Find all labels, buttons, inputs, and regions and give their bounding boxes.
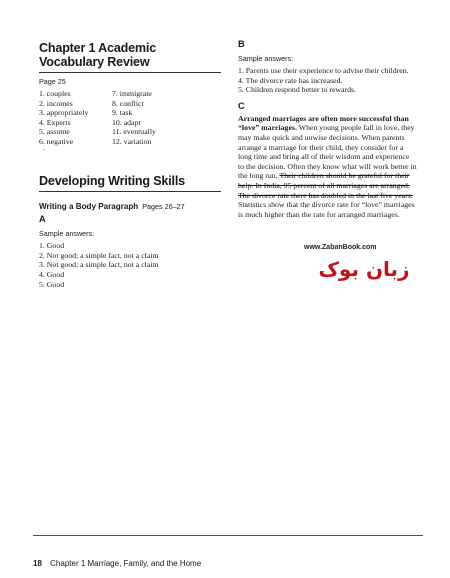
paragraph-text: When young people fall in love, they [296, 123, 415, 133]
struck-sentence: The divorce rate there has doubled in the last five years. [238, 190, 413, 200]
page-number: 18 [33, 559, 42, 568]
chapter-title-line-1: Chapter 1 Academic [39, 41, 157, 55]
vocab-column-1 [39, 89, 112, 156]
answer-item: 4. Good [39, 269, 65, 279]
struck-sentence: help. In India, 95 percent of all marriages are arranged. [238, 180, 410, 190]
topic-sentence-line-1: Arranged marriages are often more successful than [238, 113, 409, 123]
exercise-letter-c: C [238, 100, 245, 111]
sample-answers-label: Sample answers: [238, 54, 294, 63]
exercise-letter-b: B [238, 39, 245, 49]
section-rule [39, 191, 221, 192]
watermark [304, 244, 424, 284]
paragraph-line: Statistics show that the divorce rate for “love” marriages [238, 200, 415, 210]
subheading-pages: Pages 26–27 [142, 202, 185, 212]
chapter-title-line-2: Vocabulary Review [39, 55, 150, 69]
exercise-letter-a: A [39, 214, 46, 225]
answers-b [238, 66, 420, 95]
answer-item: 5. Good [39, 279, 65, 289]
right-column [238, 39, 420, 219]
vocab-item: 6. negative [39, 136, 74, 146]
vocab-item: 5. assume [39, 127, 70, 137]
footer [33, 559, 201, 568]
vocab-column-2 [112, 89, 212, 156]
paragraph-line: to the decision. Often they know what will work better in [238, 161, 417, 171]
vocab-item: 7. immigrate [112, 89, 152, 98]
struck-sentence: Their children should be grateful for their [279, 171, 410, 181]
vocab-item: 3. appropriately [39, 108, 89, 118]
watermark-url: www.ZabanBook.com [304, 244, 377, 251]
page-reference: Page 25 [39, 77, 66, 86]
vocab-item: 2. incomes [39, 98, 73, 108]
vocab-item: 10. adapt [112, 117, 141, 127]
answer-item: 1. Parents use their experience to advise their children. [238, 66, 409, 75]
vocabulary-answers [39, 89, 221, 156]
footer-rule [33, 535, 423, 536]
topic-sentence-line-2: “love” marriages. [238, 123, 297, 133]
vocab-item: 1. couples [39, 89, 71, 98]
vocab-item: 9. task [112, 108, 133, 118]
paragraph-text: the long run. [238, 171, 280, 181]
section-title: Developing Writing Skills [39, 174, 185, 189]
subheading-title: Writing a Body Paragraph [39, 202, 139, 212]
answer-item: 5. Children respond better to rewards. [238, 85, 357, 95]
footer-chapter: Chapter 1 Marriage, Family, and the Home [50, 559, 202, 568]
vocab-item: 11. eventually [112, 127, 156, 137]
watermark-logo-icon [304, 252, 424, 284]
stray-mark: ` [43, 146, 46, 156]
paragraph-line: may make quick and unwise decisions. When parents [238, 132, 405, 142]
heading-rule [39, 72, 221, 73]
answer-item: 4. The divorce rate has increased. [238, 75, 343, 85]
paragraph-line: arrange a marriage for their child, they consider for a [238, 142, 404, 152]
vocab-item: 8. conflict [112, 98, 144, 108]
body-paragraph [238, 114, 420, 220]
answer-item: 2. Not good; a simple fact, not a claim [39, 250, 159, 260]
watermark-logo-text: زبان بوک [318, 257, 410, 281]
answer-item: 3. Not good; a simple fact, not a claim [39, 260, 159, 270]
left-column [39, 41, 221, 289]
answers-a [39, 241, 221, 289]
paragraph-line: is much higher than the rate for arranged marriages. [238, 209, 400, 219]
answer-item: 1. Good [39, 241, 65, 251]
chapter-title [39, 41, 221, 69]
sample-answers-label: Sample answers: [39, 229, 95, 239]
vocab-item: 12. variation [112, 136, 152, 146]
subheading [39, 196, 221, 214]
vocab-item: 4. Experts [39, 117, 71, 127]
paragraph-line: long time and bring all of their wisdom and experience [238, 152, 410, 162]
